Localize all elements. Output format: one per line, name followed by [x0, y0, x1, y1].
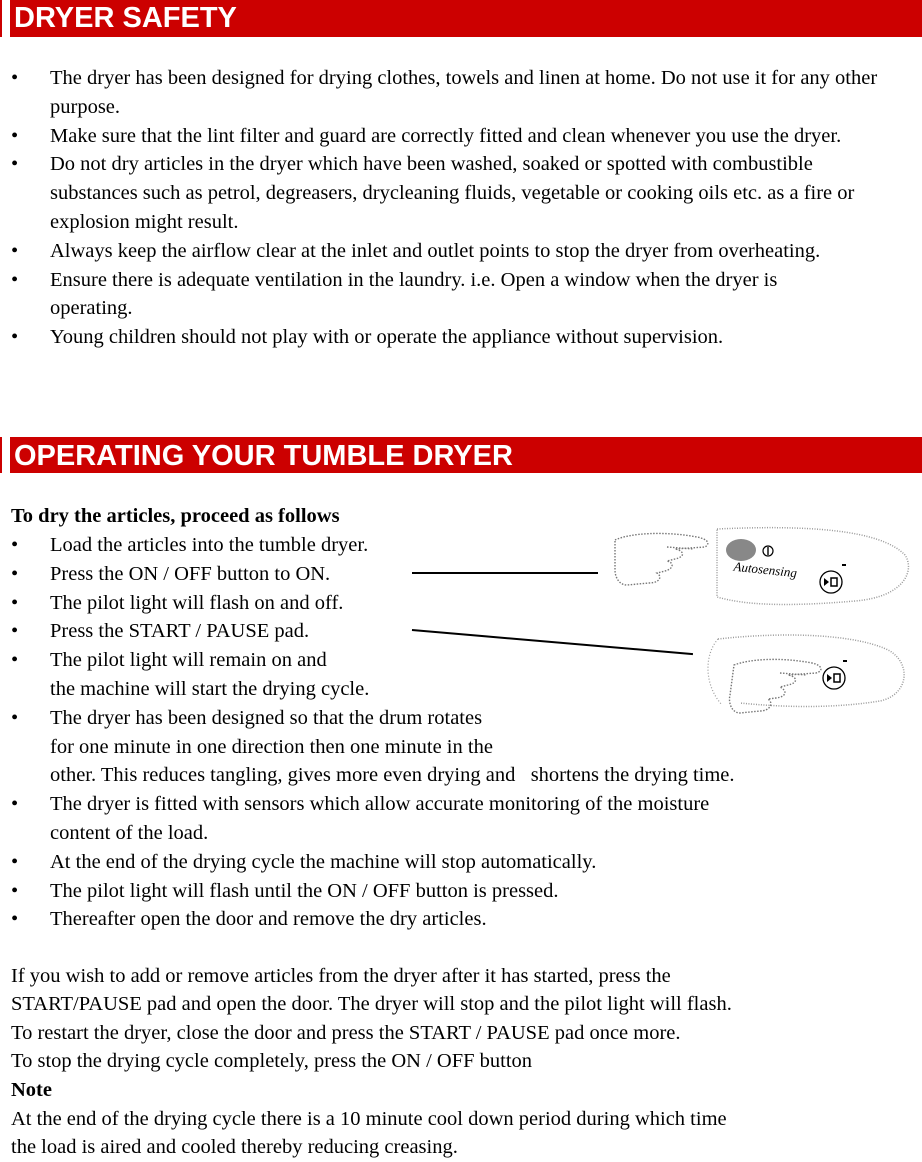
list-item-line: The dryer is fitted with sensors which allow accurate monitoring of the moisture: [50, 793, 710, 816]
list-item-line: the machine will start the drying cycle.: [50, 677, 370, 700]
paragraph-line: To restart the dryer, close the door and press the START / PAUSE pad once more.: [11, 1022, 681, 1044]
paragraph-line: START/PAUSE pad and open the door. The dryer will stop and the pilot light will flash.: [11, 993, 732, 1015]
list-item: • Press the ON / OFF button to ON.: [0, 560, 912, 589]
autosensing-label: Autosensing: [732, 558, 798, 581]
list-item: • At the end of the drying cycle the machine will stop automatically.: [0, 848, 912, 877]
start-pause-button[interactable]: [823, 667, 845, 689]
dryer-safety-heading: DRYER SAFETY: [10, 0, 922, 37]
note-line: the load is aired and cooled thereby reducing creasing.: [11, 1136, 458, 1158]
list-item: • Ensure there is adequate ventilation in the laundry. i.e. Open a window when the dryer is operating.: [0, 266, 912, 324]
pointing-hand-icon: [615, 533, 708, 585]
list-item: • Make sure that the lint filter and guard are correctly fitted and clean whenever you use the dryer.: [0, 122, 912, 151]
list-item: • The pilot light will flash until the ON / OFF button is pressed.: [0, 877, 912, 906]
callout-line-on-off: [412, 572, 598, 574]
list-item: • Thereafter open the door and remove the dry articles.: [0, 905, 912, 934]
list-item: • Press the START / PAUSE pad.: [0, 617, 912, 646]
list-item: • Young children should not play with or operate the appliance without supervision.: [0, 323, 912, 352]
list-item: [0, 790, 912, 848]
on-off-button[interactable]: [726, 539, 756, 561]
safety-bullet-list: [0, 64, 912, 352]
list-item-line: other. This reduces tangling, gives more even drying and shortens the drying time.: [50, 764, 735, 787]
power-icon: [763, 546, 773, 556]
list-item: • Do not dry articles in the dryer which have been washed, soaked or spotted with combustible substances such as petrol, degreasers, drycleaning fluids, vegetable or cooking oils etc. as a fire or explosion might result.: [0, 150, 912, 236]
list-item-line: The pilot light will remain on and: [50, 649, 327, 672]
paragraph-line: To stop the drying cycle completely, press the ON / OFF button: [11, 1050, 533, 1072]
pointing-hand-icon: [729, 659, 820, 713]
start-pause-button[interactable]: [820, 571, 842, 593]
operating-subheading: To dry the articles, proceed as follows: [11, 505, 340, 527]
list-item: • Always keep the airflow clear at the inlet and outlet points to stop the dryer from overheating.: [0, 237, 912, 266]
list-item: • The dryer has been designed for drying clothes, towels and linen at home. Do not use it for any other purpose.: [0, 64, 912, 122]
list-item-line: for one minute in one direction then one minute in the: [50, 735, 493, 758]
paragraph-line: If you wish to add or remove articles from the dryer after it has started, press the: [11, 965, 671, 987]
list-item: • Load the articles into the tumble dryer.: [0, 531, 912, 560]
note-line: At the end of the drying cycle there is a 10 minute cool down period during which time: [11, 1108, 727, 1130]
list-item-line: content of the load.: [50, 821, 209, 844]
control-panel-illustration-on-off: [605, 515, 917, 610]
note-heading: Note: [11, 1079, 52, 1101]
control-panel-illustration-start-pause: [700, 625, 918, 730]
list-item-line: The dryer has been designed so that the drum rotates: [50, 706, 483, 729]
list-item: • The pilot light will flash on and off.: [0, 589, 912, 618]
operating-heading: OPERATING YOUR TUMBLE DRYER: [10, 437, 922, 473]
